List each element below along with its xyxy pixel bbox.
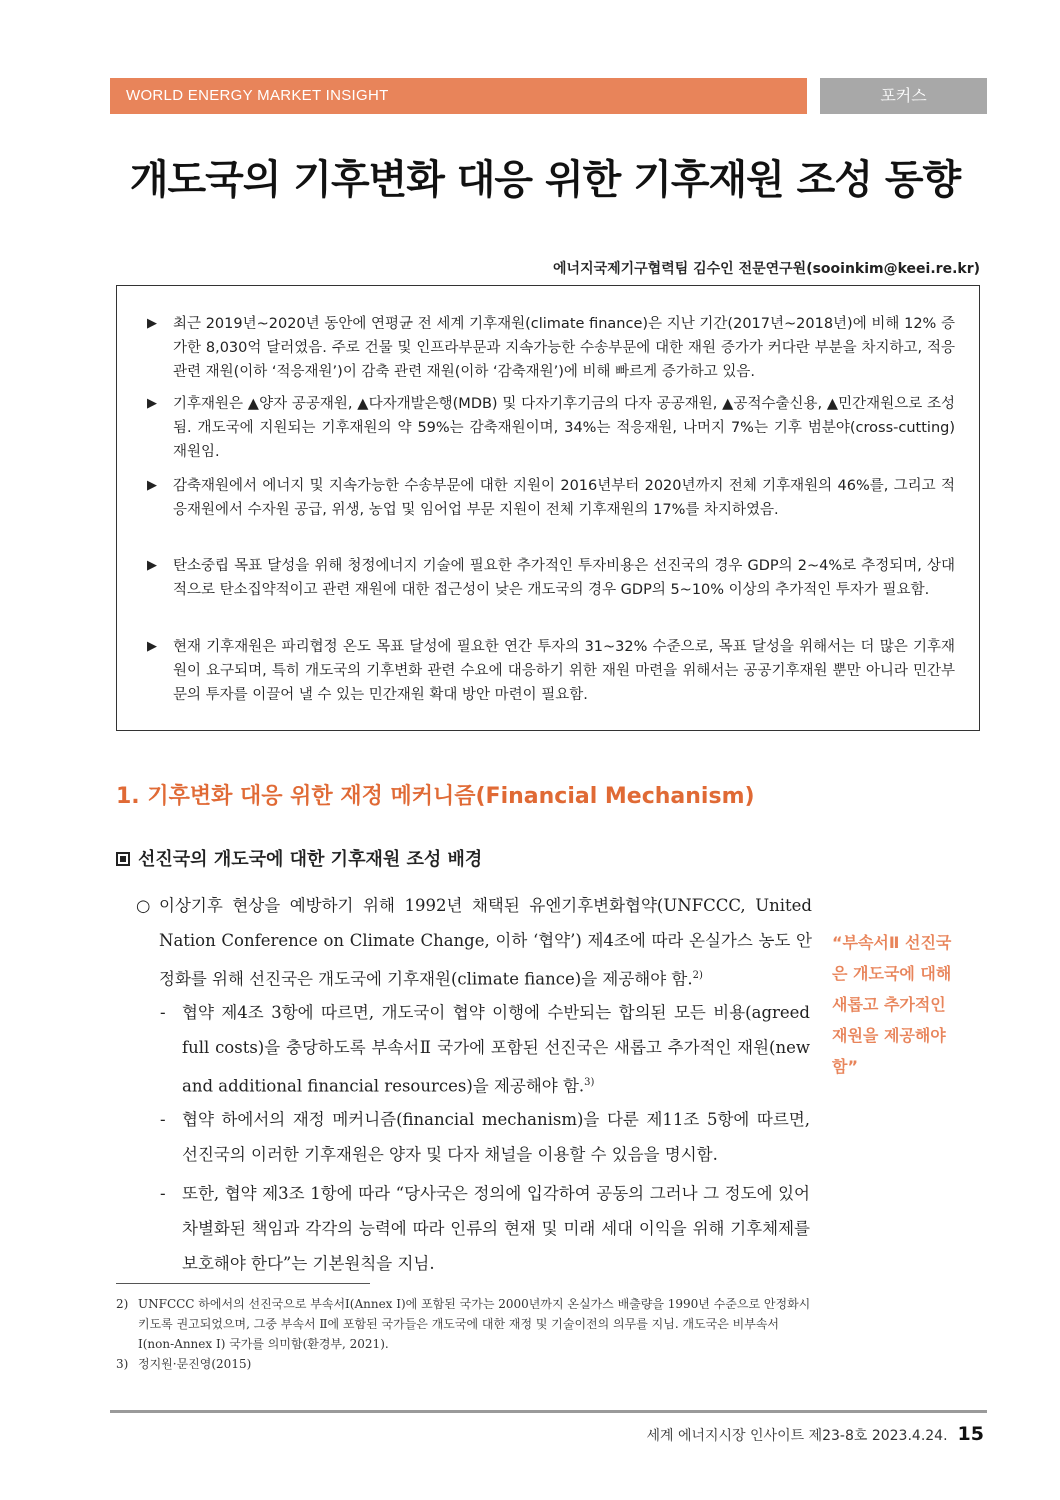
footnotes	[116, 1294, 811, 1374]
square-bullet-icon	[116, 852, 130, 866]
body-dash-text: 또한, 협약 제3조 1항에 따라 “당사국은 정의에 입각하여 공동의 그러나 그 정도에 있어 차별화된 책임과 각각의 능력에 따라 인류의 현재 및 미래 세대 이익을 위해 기후체제를 보호해야 한다”는 기본원칙을 지님.	[182, 1184, 810, 1273]
footnote-text: UNFCCC 하에서의 선진국으로 부속서Ⅰ(Annex Ⅰ)에 포함된 국가는 2000년까지 온실가스 배출량을 1990년 수준으로 안정화시키도록 권고되었으며, 그중 부속서 Ⅱ에 포함된 국가들은 개도국에 대한 재정 및 기술이전의 의무를 지님. 개도국은 비부속서Ⅰ(non-Annex Ⅰ) 국가를 의미함(환경부, 2021).	[138, 1297, 811, 1351]
body-dash-item	[160, 1102, 810, 1172]
sidebar-pull-quote: “부속서Ⅱ 선진국은 개도국에 대해 새롭고 추가적인 재원을 제공해야 함”	[832, 933, 952, 1076]
summary-item	[147, 474, 955, 522]
footer-divider	[110, 1410, 987, 1413]
author-line: 에너지국제기구협력팀 김수인 전문연구원(sooinkim@keei.re.kr)	[553, 261, 980, 277]
header-category-tag	[820, 78, 987, 114]
header-series-bar	[110, 78, 807, 114]
body-dash-text: 협약 제4조 3항에 따르면, 개도국이 협약 이행에 수반되는 합의된 모든 비용(agreed full costs)을 충당하도록 부속서Ⅱ 국가에 포함된 선진국은 새롭고 추가적인 재원(new and additional financial resources)을 제공해야 함.$^{3)}$	[182, 1003, 810, 1096]
footnote-divider	[116, 1283, 370, 1284]
bullet-arrow-icon: ▶	[147, 396, 157, 411]
subsection-heading	[116, 845, 482, 871]
summary-item-text: 감축재원에서 에너지 및 지속가능한 수송부문에 대한 지원이 2016년부터 2020년까지 전체 기후재원의 46%를, 그리고 적응재원에서 수자원 공급, 위생, 농업 및 임어업 부문 지원이 전체 기후재원의 17%를 차지하였음.	[173, 478, 955, 518]
header-series-label: WORLD ENERGY MARKET INSIGHT	[126, 87, 389, 104]
footnote	[116, 1294, 811, 1354]
summary-item-text: 최근 2019년~2020년 동안에 연평균 전 세계 기후재원(climate finance)은 지난 기간(2017년~2018년)에 비해 12% 증가한 8,030억 달러였음. 주로 건물 및 인프라부문과 지속가능한 수송부문에 대한 재원 증가가 커다란 부분을 차지하고, 적응 관련 재원(이하 ‘적응재원’)이 감축 관련 재원(이하 ‘감축재원’)에 비해 빠르게 증가하고 있음.	[173, 316, 955, 380]
body-dash-item	[160, 995, 810, 1104]
section-title: 1. 기후변화 대응 위한 재정 메커니즘(Financial Mechanism)	[116, 784, 755, 809]
circle-bullet-icon: ○	[136, 896, 151, 915]
body-dash-item	[160, 1176, 810, 1281]
summary-item-text: 현재 기후재원은 파리협정 온도 목표 달성에 필요한 연간 투자의 31~32% 수준으로, 목표 달성을 위해서는 더 많은 기후재원이 요구되며, 특히 개도국의 기후변화 관련 수요에 대응하기 위한 재원 마련을 위해서는 공공기후재원 뿐만 아니라 민간부문의 투자를 이끌어 낼 수 있는 민간재원 확대 방안 마련이 필요함.	[173, 639, 955, 703]
footnote	[116, 1354, 811, 1374]
summary-item	[147, 635, 955, 707]
header-category-label: 포커스	[880, 86, 927, 105]
dash-bullet-icon: -	[160, 1003, 166, 1022]
footer-publication: 세계 에너지시장 인사이트 제23-8호 2023.4.24.	[646, 1428, 948, 1444]
summary-item	[147, 312, 955, 384]
footnote-text: 정지원·문진영(2015)	[138, 1357, 252, 1371]
bullet-arrow-icon: ▶	[147, 478, 157, 493]
footnote-number: 3)	[116, 1357, 129, 1371]
summary-item	[147, 554, 955, 602]
summary-box	[116, 285, 980, 731]
footnote-ref: 2)	[692, 970, 703, 981]
bullet-arrow-icon: ▶	[147, 316, 157, 331]
summary-item-text: 기후재원은 ▲양자 공공재원, ▲다자개발은행(MDB) 및 다자기후기금의 다자 공공재원, ▲공적수출신용, ▲민간재원으로 조성됨. 개도국에 지원되는 기후재원의 약 59%는 감축재원이며, 34%는 적응재원, 나머지 7%는 기후 범분야(cross-cutting) 재원임.	[173, 396, 955, 460]
bullet-arrow-icon: ▶	[147, 558, 157, 573]
subsection-title: 선진국의 개도국에 대한 기후재원 조성 배경	[138, 849, 483, 870]
footnote-number: 2)	[116, 1297, 129, 1311]
footer	[646, 1423, 984, 1445]
bullet-arrow-icon: ▶	[147, 639, 157, 654]
article-title: 개도국의 기후변화 대응 위한 기후재원 조성 동향	[129, 157, 961, 203]
body-paragraph-text: 이상기후 현상을 예방하기 위해 1992년 채택된 유엔기후변화협약(UNFCCC, United Nation Conference on Climate Change, 이하 ‘협약’) 제4조에 따라 온실가스 농도 안정화를 위해 선진국은 개도국에 기후재원(climate fiance)을 제공해야 함.$^{2)}$	[159, 896, 812, 989]
dash-bullet-icon: -	[160, 1184, 166, 1203]
page-number: 15	[957, 1423, 984, 1445]
summary-item	[147, 392, 955, 464]
body-paragraph	[136, 888, 812, 997]
summary-item-text: 탄소중립 목표 달성을 위해 청정에너지 기술에 필요한 추가적인 투자비용은 선진국의 경우 GDP의 2~4%로 추정되며, 상대적으로 탄소집약적이고 관련 재원에 대한 접근성이 낮은 개도국의 경우 GDP의 5~10% 이상의 추가적인 투자가 필요함.	[173, 558, 955, 598]
body-dash-text: 협약 하에서의 재정 메커니즘(financial mechanism)을 다룬 제11조 5항에 따르면, 선진국의 이러한 기후재원은 양자 및 다자 채널을 이용할 수 있음을 명시함.	[182, 1110, 810, 1164]
dash-bullet-icon: -	[160, 1110, 166, 1129]
footnote-ref: 3)	[584, 1077, 595, 1088]
